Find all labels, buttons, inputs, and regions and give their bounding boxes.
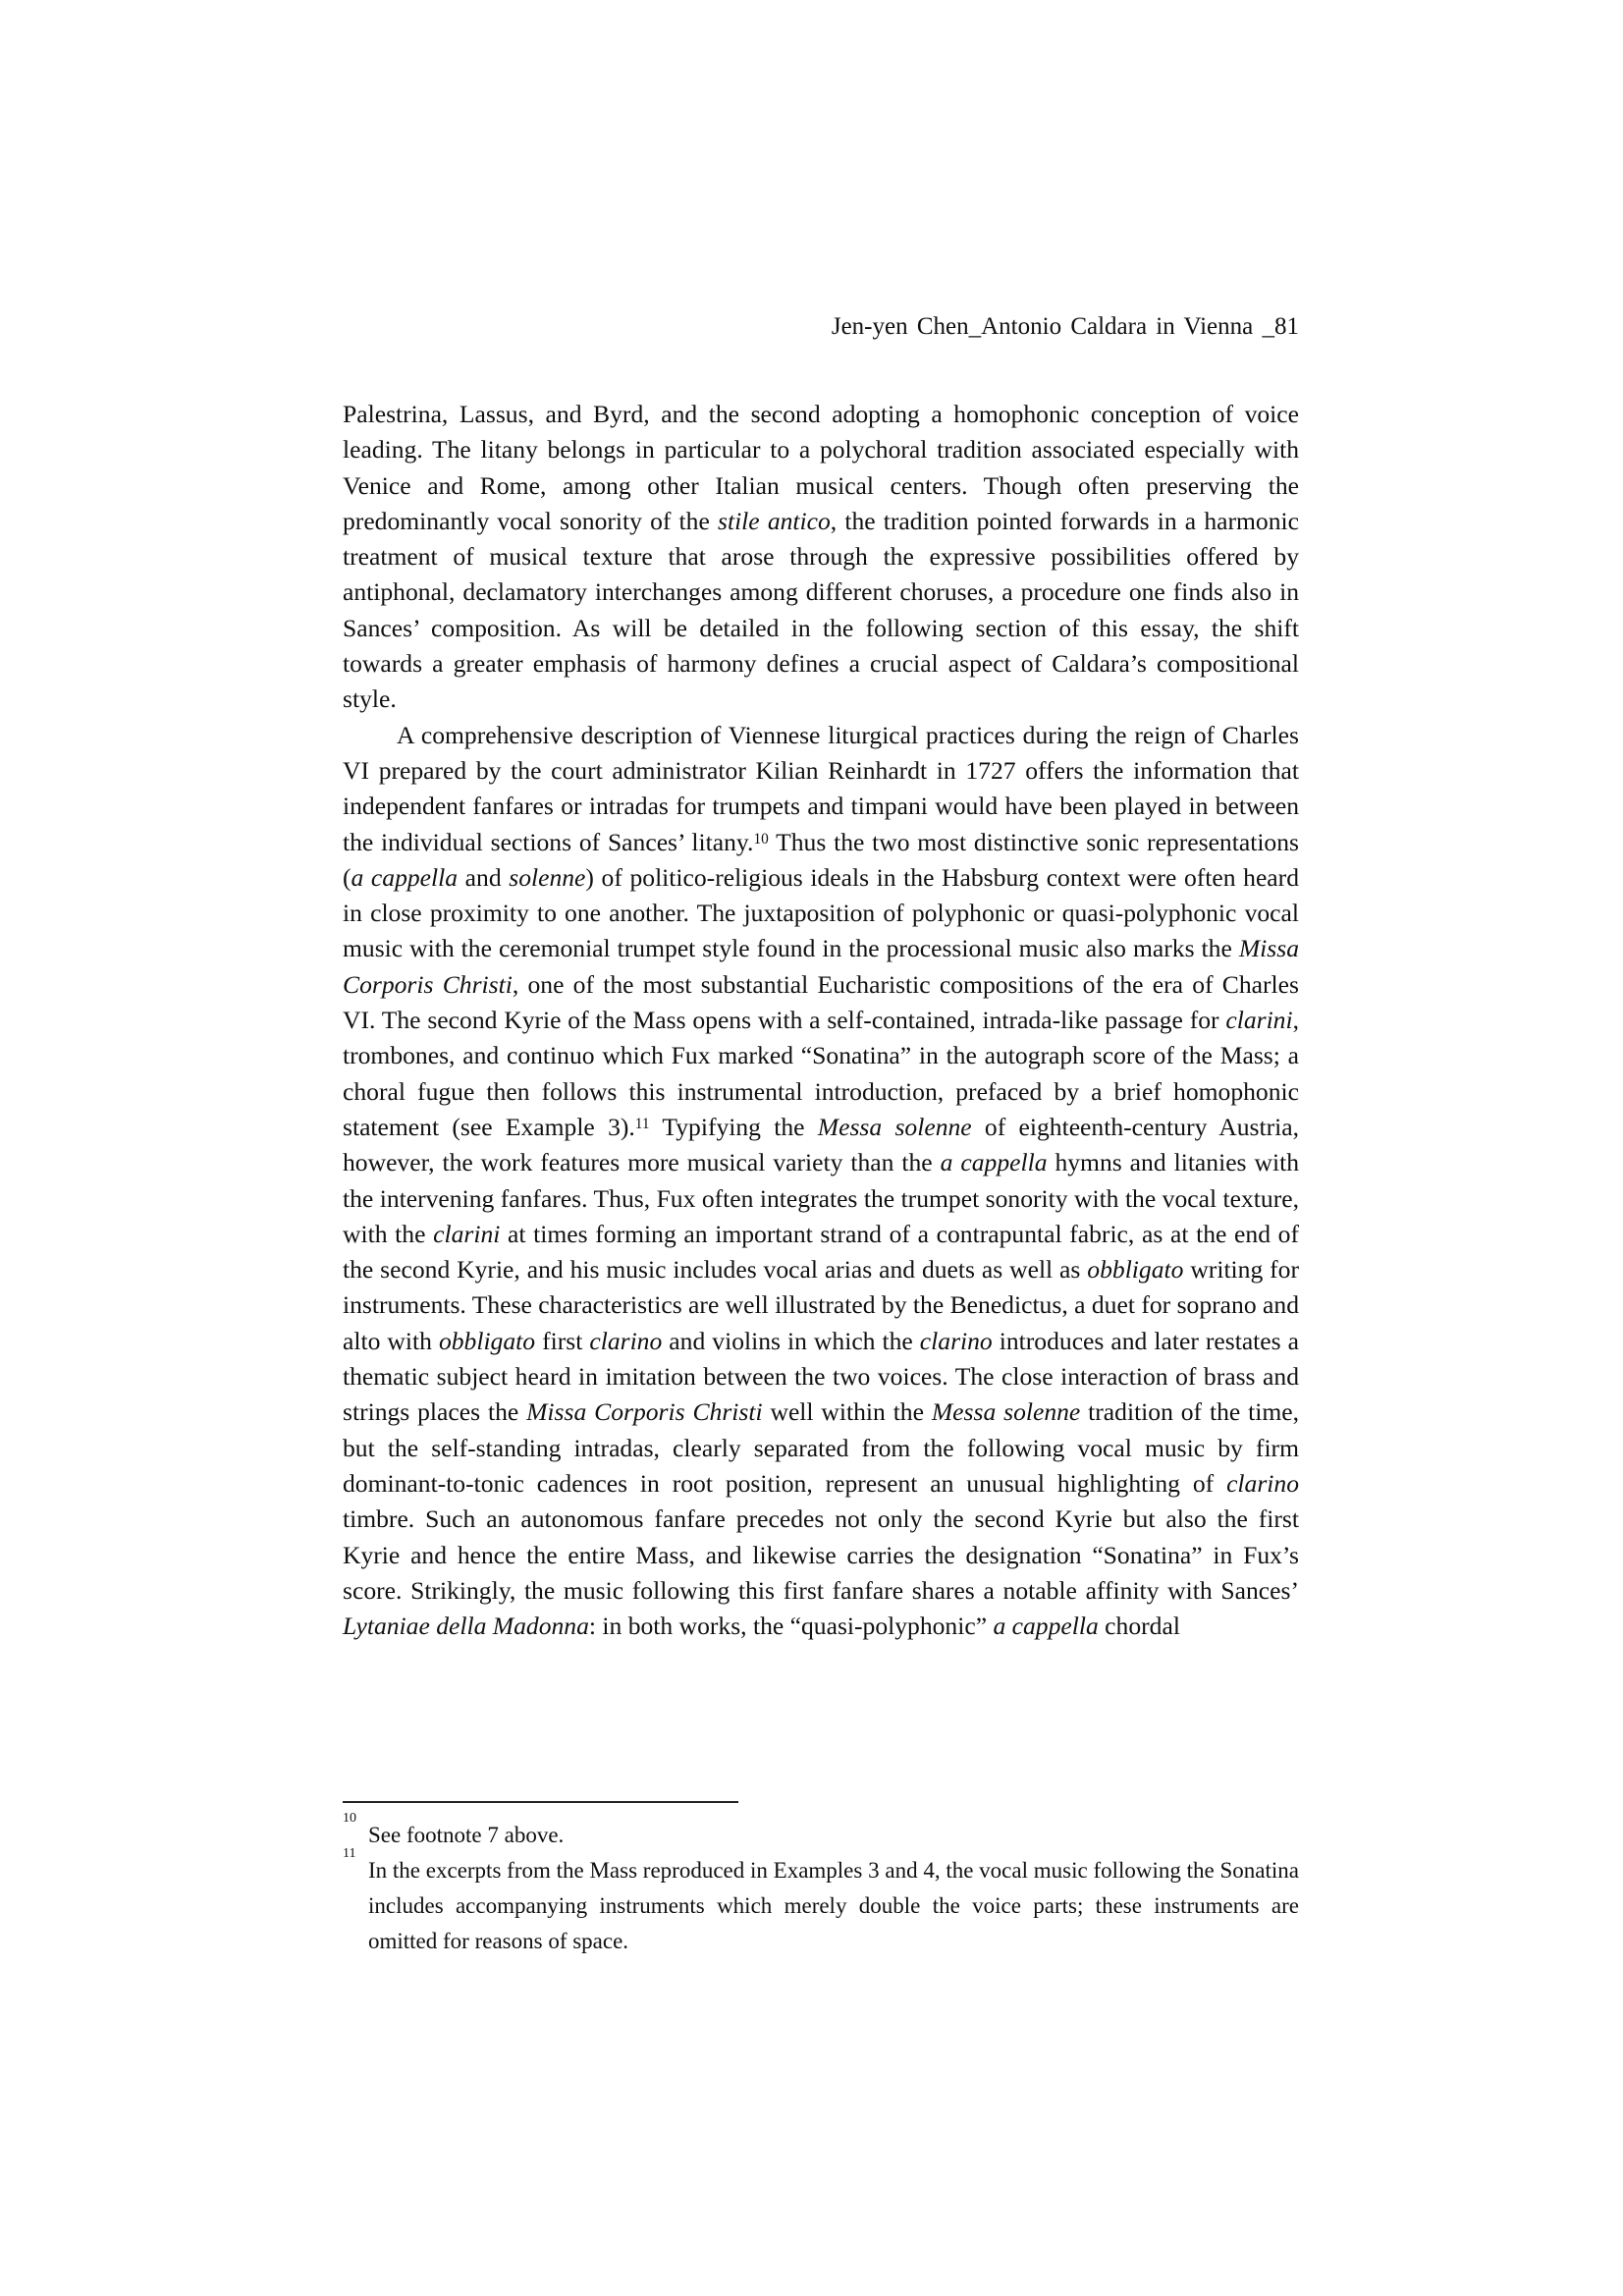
text-run: , trombones, and continuo which Fux marked “Sonatina” in the autograph score of the Mass; a choral fugue then follows this instrumental introduction, prefaced by a brief homophonic statement (see Example 3).	[343, 1006, 1299, 1141]
footnote-number: 11	[343, 1846, 356, 1861]
italic-term: clarino	[919, 1326, 993, 1355]
text-run: at times forming an important strand of a contrapuntal fabric, as at the end of the second Kyrie, and his music includes vocal arias and duets as well as	[343, 1219, 1299, 1285]
italic-term: Messa solenne	[817, 1112, 972, 1141]
text-run: and violins in which the	[662, 1326, 920, 1355]
text-run: writing for instruments. These characteristics are well illustrated by the Benedictus, a duet for soprano and alto with	[343, 1255, 1299, 1355]
italic-term: Messa solenne	[931, 1397, 1081, 1427]
text-run: well within the	[762, 1397, 932, 1427]
text-run: and	[458, 862, 510, 892]
italic-term: clarino	[589, 1326, 663, 1355]
italic-term: obbligato	[1087, 1255, 1184, 1285]
italic-term: Missa Corporis Christi	[343, 934, 1299, 999]
italic-term: solenne	[509, 862, 586, 892]
footnote-10	[343, 1811, 1299, 1853]
text-run: Thus the two most distinctive sonic representations (	[343, 827, 1299, 892]
italic-term: clarini	[433, 1219, 501, 1248]
running-head: Jen-yen Chen_Antonio Caldara in Vienna _81	[831, 313, 1299, 340]
footnote-text: In the excerpts from the Mass reproduced in Examples 3 and 4, the vocal music following the Sonatina includes accompanying instruments which merely double the voice parts; these instruments are omitted for reasons of space.	[368, 1858, 1299, 1953]
footnote-text: See footnote 7 above.	[368, 1823, 565, 1847]
text-run: ) of politico-religious ideals in the Habsburg context were often heard in close proximity to one another. The juxtaposition of polyphonic or quasi-polyphonic vocal music with the ceremonial trumpet style found in the processional music also marks the	[343, 862, 1299, 963]
italic-term: clarini	[1225, 1006, 1293, 1035]
text-run: chordal	[1098, 1612, 1180, 1641]
footnote-11	[343, 1846, 1299, 1959]
footnote-ref: 10	[753, 830, 769, 847]
text-run: introduces and later restates a thematic subject heard in imitation between the two voices. The close interaction of brass and strings places the	[343, 1326, 1299, 1427]
italic-term: clarino	[1226, 1468, 1299, 1498]
italic-term: a cappella	[351, 862, 459, 892]
body-text	[343, 397, 1299, 1644]
text-run: of eighteenth-century Austria, however, the work features more musical variety than the	[343, 1112, 1299, 1177]
text-run: Palestrina, Lassus, and Byrd, and the second adopting a homophonic conception of voice leading. The litany belongs in particular to a polychoral tradition associated especially with Venice and Rome, among other Italian musical centers. Though often preserving the predominantly vocal sonority of the	[343, 400, 1299, 535]
text-run: , the tradition pointed forwards in a harmonic treatment of musical texture that arose through the expressive possibilities offered by antiphonal, declamatory interchanges among different choruses, a procedure one finds also in Sances’ composition. As will be detailed in the following section of this essay, the shift towards a greater emphasis of harmony defines a crucial aspect of Caldara’s compositional style.	[343, 506, 1299, 714]
text-run: : in both works, the “quasi-polyphonic”	[588, 1612, 994, 1641]
italic-term: stile antico	[718, 506, 831, 535]
italic-term: a cappella	[993, 1612, 1099, 1641]
footnote-ref: 11	[634, 1116, 650, 1133]
footnote-rule	[343, 1801, 738, 1803]
paragraph-2	[343, 718, 1299, 1645]
text-run: hymns and litanies with the intervening fanfares. Thus, Fux often integrates the trumpet sonority with the vocal texture, with the	[343, 1148, 1299, 1248]
italic-term: Missa Corporis Christi	[526, 1397, 763, 1427]
text-run: Typifying the	[649, 1112, 818, 1141]
footnote-number: 10	[343, 1811, 356, 1826]
footnotes	[343, 1811, 1299, 1959]
text-run: first	[535, 1326, 590, 1355]
italic-term: Lytaniae della Madonna	[343, 1612, 589, 1641]
paragraph-1	[343, 397, 1299, 718]
text-run: A comprehensive description of Viennese liturgical practices during the reign of Charles VI prepared by the court administrator Kilian Reinhardt in 1727 offers the information that independent fanfares or intradas for trumpets and timpani would have been played in between the individual sections of Sances’ litany.	[343, 720, 1299, 856]
italic-term: obbligato	[438, 1326, 536, 1355]
text-run: timbre. Such an autonomous fanfare precedes not only the second Kyrie but also the first Kyrie and hence the entire Mass, and likewise carries the designation “Sonatina” in Fux’s score. Strikingly, the music following this first fanfare shares a notable affinity with Sances’	[343, 1504, 1299, 1605]
italic-term: a cappella	[940, 1148, 1048, 1177]
text-run: , one of the most substantial Eucharistic compositions of the era of Charles VI. The second Kyrie of the Mass opens with a self-contained, intrada-like passage for	[343, 969, 1299, 1035]
text-run: tradition of the time, but the self-standing intradas, clearly separated from the following vocal music by firm dominant-to-tonic cadences in root position, represent an unusual highlighting of	[343, 1397, 1299, 1498]
